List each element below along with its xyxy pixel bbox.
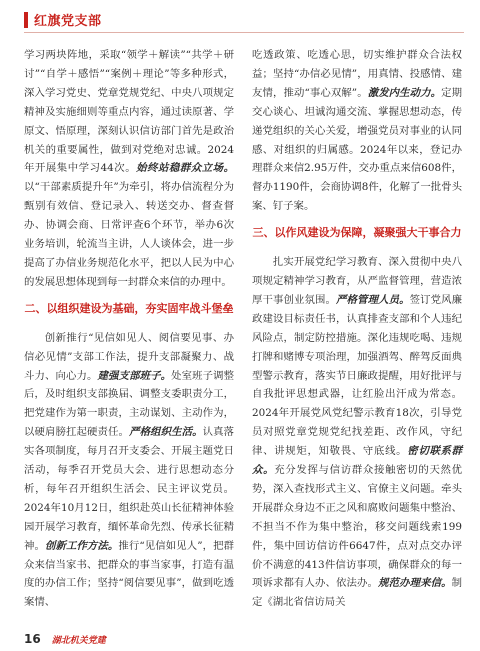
body-text: 充分发挥与信访群众接触密切的天然优势，深入查找形式主义、官僚主义问题。牵头开展群众身边不正之风和腐败问题集中整治、不担当不作为集中整治，移交问题线索199件，集中回访信访件6647件，点对点交办评价不满意的413件信访事项，确保群众的每一项诉求都有人办、依法办。 [252, 464, 463, 590]
header-rule [24, 32, 464, 33]
bold-lead: 严格组织生活。 [129, 426, 203, 439]
paragraph [252, 253, 462, 612]
page-number: 16 [24, 632, 41, 646]
right-column [252, 46, 462, 612]
body-text: 制定《湖北省信访局关 [252, 577, 463, 609]
page-footer [24, 628, 464, 644]
body-text: 定期交心谈心、坦诚沟通交流、掌握思想动态，传递党组织的关心关爱，增强党员对事业的认同感、对组织的归属感。2024年以来，登记办理群众来信2.95万件，交办重点来信608件，督办1190件，会商协调8件，化解了一批骨头案、钉子案。 [252, 86, 463, 213]
body-text: 处室班子调整后，及时组织支部换届、调整支委职责分工，把党建作为第一职责，主动谋划、主动作为，以硬肩膀扛起硬责任。 [24, 369, 235, 439]
publication-name: 湖北机关党建 [51, 636, 106, 646]
bold-lead: 严格管理人员。 [336, 293, 410, 306]
section-title: 红旗党支部 [34, 14, 102, 29]
body-text: 创新推行“见信如见人、阅信要见事、办信必见情”支部工作法，提升支部凝聚力、战斗力、向心力。 [24, 331, 234, 382]
body-text: 以“干部素质提升年”为牵引，将办信流程分为甄别有效信、登记录入、转送交办、督查督办、协调会商、日常评查6个环节，举办6次业务培训，轮流当主讲，人人谈体会，进一步提高了办信业务规范化水平，把以人民为中心的发展思想体现到每一封群众来信的办理中。 [24, 181, 234, 288]
section-heading: 二、以组织建设为基础，夯实固牢战斗堡垒 [24, 301, 234, 315]
page-header [0, 0, 480, 44]
body-text: 扎实开展党纪学习教育、深入贯彻中央八项规定精神学习教育，从严监督管理，营造浓厚干事创业氛围。 [252, 256, 462, 306]
paragraph [24, 46, 234, 292]
bold-lead: 创新工作方法。 [44, 539, 119, 552]
bold-lead: 规范办理来信。 [378, 577, 452, 590]
body-text: 认真落实各项制度，每月召开支委会、开展主题党日活动，每季召开党员大会、进行思想动态分析，每年召开组织生活会、民主评议党员。2024年10月12日，组织赴英山长征精神体验园开展学习教育，缅怀革命先烈、传承长征精神。 [24, 426, 235, 552]
section-marker [24, 12, 28, 28]
bold-lead: 始终站稳群众立场。 [136, 162, 234, 175]
body-text: 吃透政策、吃透心思，切实维护群众合法权益；坚持“办信必见情”，用真情、投感情、建友情，推动“事心双解”。 [252, 49, 462, 99]
body-text: 推行“见信如见人”，把群众来信当家书、把群众的事当家事，打造有温度的办信工作；坚持“阅信要见事”，做到吃透案情、 [24, 539, 235, 609]
paragraph [24, 329, 234, 613]
bold-lead: 建强支部班子。 [97, 369, 172, 382]
body-text: 学习两块阵地，采取“领学＋解读”“共学＋研讨”“自学＋感悟”“案例＋理论”等多种形式，深入学习党史、党章党规党纪、中央八项规定精神及实施细则等重点内容，通过读原著、学原文、悟原理，深刻认识信访部门首先是政治机关的重要属性，做到对党绝对忠诚。2024年开展集中学习44次。 [24, 49, 234, 175]
bold-lead: 激发内生动力。 [367, 86, 442, 99]
paragraph [252, 46, 462, 216]
bold-lead: 密切联系群众。 [252, 445, 463, 477]
section-heading: 三、以作风建设为保障，凝聚强大干事合力 [252, 226, 462, 240]
left-column [24, 46, 234, 612]
body-text: 签订党风廉政建设目标责任书，认真排查支部和个人违纪风险点，制定防控措施。深化违规吃喝、违规打牌和赌博专项治理，加强酒驾、醉驾反面典型警示教育，落实节日廉政提醒，用好批评与自我批评思想武器，让红脸出汗成为常态。2024年开展党风党纪警示教育18次，引导党员对照党章党规党纪找差距、改作风，守纪律、讲规矩，知敬畏、守底线。 [252, 293, 463, 458]
